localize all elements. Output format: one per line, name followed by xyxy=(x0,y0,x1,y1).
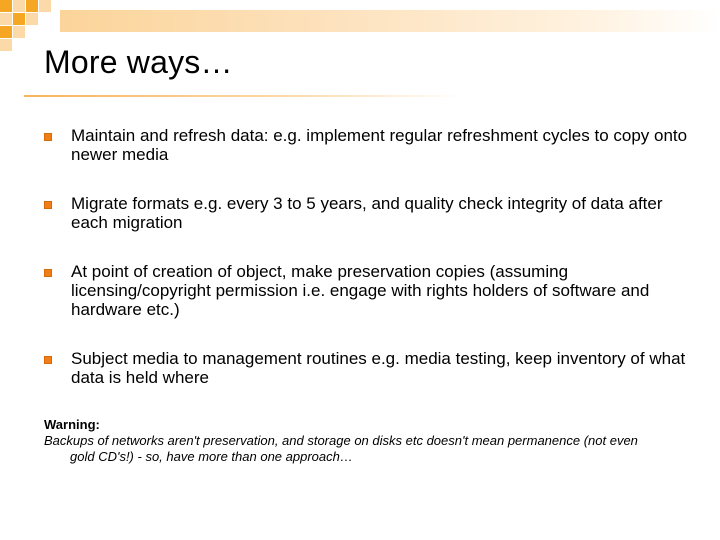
square-bullet-icon xyxy=(44,356,52,364)
square-bullet-icon xyxy=(44,133,52,141)
corner-decoration-square xyxy=(0,13,12,25)
warning-label: Warning: xyxy=(44,417,100,432)
square-bullet-icon xyxy=(44,201,52,209)
title-underline xyxy=(24,95,464,97)
list-item xyxy=(44,194,694,232)
list-item xyxy=(44,349,694,387)
corner-decoration-square xyxy=(13,26,25,38)
corner-decoration-square xyxy=(13,13,25,25)
bullet-text: At point of creation of object, make preservation copies (assuming licensing/copyright permission i.e. engage with rights holders of software and hardware etc.) xyxy=(71,262,650,319)
bullet-text: Subject media to management routines e.g. media testing, keep inventory of what data is held where xyxy=(71,349,686,387)
bullet-list xyxy=(44,126,694,417)
corner-decoration-square xyxy=(26,0,38,12)
corner-decoration-square xyxy=(26,13,38,25)
corner-decoration-square xyxy=(0,0,12,12)
corner-decoration-square xyxy=(13,0,25,12)
header-gradient-band xyxy=(60,10,720,32)
square-bullet-icon xyxy=(44,269,52,277)
list-item xyxy=(44,126,694,164)
warning-note xyxy=(44,417,664,465)
warning-text: Backups of networks aren't preservation, and storage on disks etc doesn't mean permanence (not even gold CD's!) - so, have more than one approach… xyxy=(44,433,638,464)
slide-title: More ways… xyxy=(44,44,233,80)
corner-decoration-square xyxy=(39,0,51,12)
bullet-text: Migrate formats e.g. every 3 to 5 years, and quality check integrity of data after each migration xyxy=(71,194,663,232)
corner-decoration-square xyxy=(0,39,12,51)
list-item xyxy=(44,262,694,319)
corner-decoration-square xyxy=(0,26,12,38)
bullet-text: Maintain and refresh data: e.g. implement regular refreshment cycles to copy onto newer media xyxy=(71,126,688,164)
